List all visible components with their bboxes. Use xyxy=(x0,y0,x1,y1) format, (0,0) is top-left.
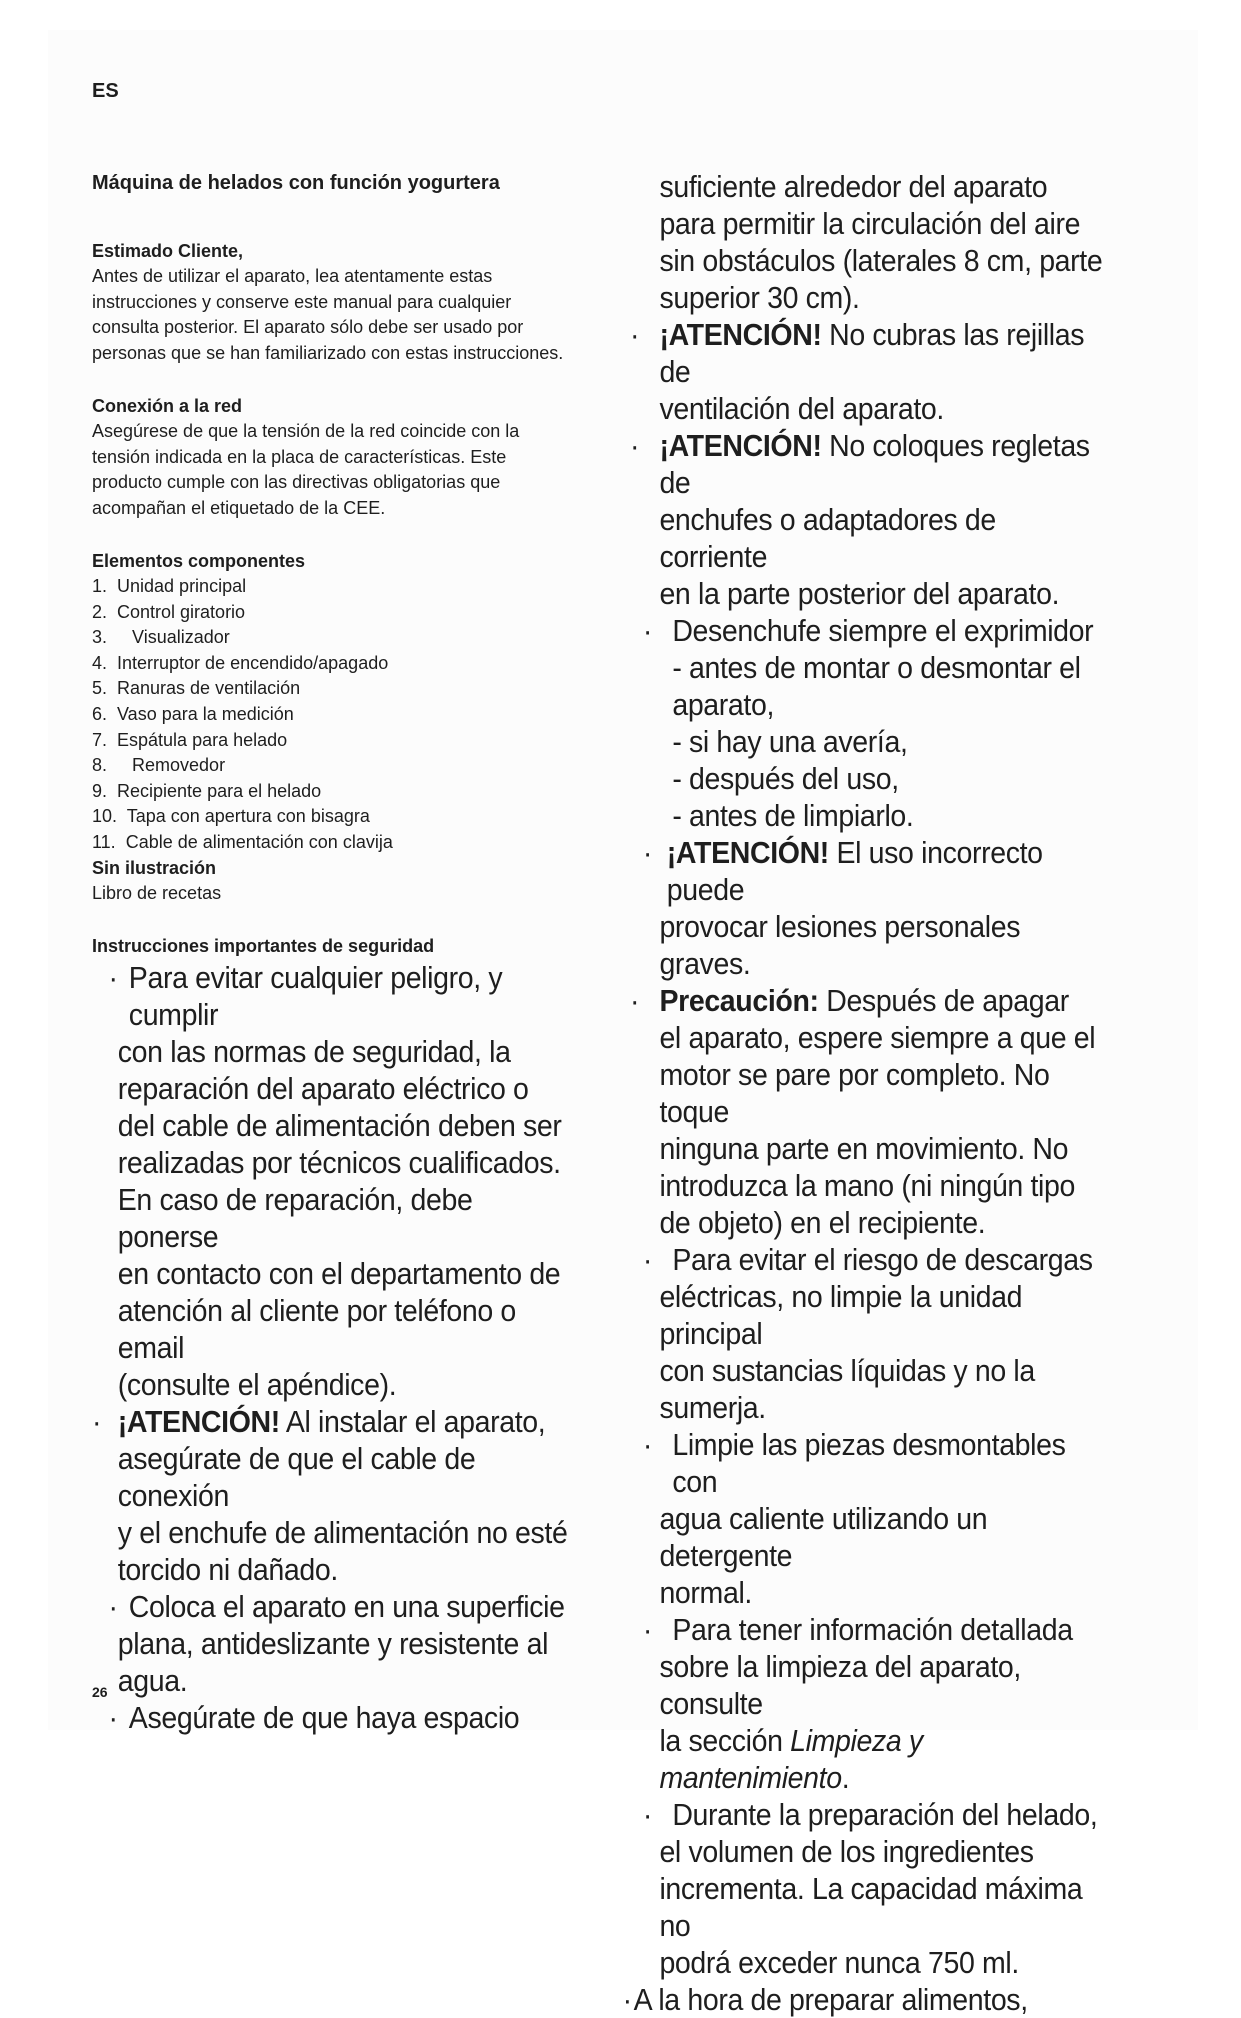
attention-label: ¡ATENCIÓN! xyxy=(659,317,822,352)
list-item: 2. Control giratorio xyxy=(92,601,246,622)
language-code: ES xyxy=(92,80,119,102)
bullet-icon: · xyxy=(642,1797,653,1832)
bullet-icon: · xyxy=(642,835,653,870)
list-item: 6. Vaso para la medición xyxy=(92,703,294,724)
components-heading: Elementos componentes xyxy=(92,551,306,571)
section-reference: Limpieza y mantenimiento xyxy=(659,1723,923,1795)
bullet-icon: · xyxy=(642,1427,653,1462)
attention-label: ¡ATENCIÓN! xyxy=(666,835,829,870)
intro-heading: Estimado Cliente, xyxy=(92,241,244,261)
bullet-icon: · xyxy=(642,613,653,648)
safety-item-volume: · Durante la preparación del helado, el volumen de los ingredientes incrementa. La capacidad máxima no podrá exceder nunca 750 ml. xyxy=(642,1797,1098,1980)
bullet-icon: · xyxy=(630,428,640,463)
safety-item-cleaning-info: · Para tener información detallada sobre la limpieza del aparato, consulte la sección Limpieza y mantenimiento. xyxy=(642,1612,1073,1795)
recipe-book-item: Libro de recetas xyxy=(92,882,222,903)
safety-heading: Instrucciones importantes de seguridad xyxy=(92,936,435,957)
list-item: 9. Recipiente para el helado xyxy=(92,780,322,801)
bullet-icon: · xyxy=(642,1612,653,1647)
list-item: 4. Interruptor de encendido/apagado xyxy=(92,652,389,673)
connection-heading: Conexión a la red xyxy=(92,396,243,416)
safety-item-repair: · Para evitar cualquier peligro, y cumplir con las normas de seguridad, la reparación del aparato eléctrico o del cable de alimentación deben ser realizadas por técnicos cualificados. En caso de reparación, debe ponerse en contacto con el departamento de atención al cliente por teléfono o email (consulte el apéndice). xyxy=(108,960,562,1403)
no-illustration-heading: Sin ilustración xyxy=(92,857,217,878)
list-item: 8. Removedor xyxy=(92,755,226,776)
safety-item-space: · Asegúrate de que haya espacio xyxy=(108,1700,520,1736)
bullet-icon: · xyxy=(108,1589,118,1625)
attention-label: ¡ATENCIÓN! xyxy=(659,428,822,463)
left-column xyxy=(92,172,612,1736)
bullet-icon: · xyxy=(630,317,640,352)
list-item: 10. Tapa con apertura con bisagra xyxy=(92,806,370,827)
safety-item-power-strips: · ¡ATENCIÓN! No coloques regletas de enchufes o adaptadores de corriente en la parte posterior del aparato. xyxy=(630,428,1090,611)
safety-item-surface: · Coloca el aparato en una superficie plana, antideslizante y resistente al agua. xyxy=(108,1589,565,1699)
bullet-icon: · xyxy=(630,983,640,1018)
attention-label: ¡ATENCIÓN! xyxy=(117,1404,280,1440)
safety-item-shock: · Para evitar el riesgo de descargas eléctricas, no limpie la unidad principal con sustancias líquidas y no la sumerja. xyxy=(642,1242,1093,1425)
safety-item-clean-parts: · Limpie las piezas desmontables con agua caliente utilizando un detergente normal. xyxy=(642,1427,1066,1610)
intro-text: Antes de utilizar el aparato, lea atentamente estas instrucciones y conserve este manual para cualquier consulta posterior. El aparato sólo debe ser usado por personas que se han familiarizado con estas instrucciones. xyxy=(92,266,564,363)
list-item: 11. Cable de alimentación con clavija xyxy=(92,831,393,852)
bullet-icon: · xyxy=(622,1982,632,2017)
connection-text: Asegúrese de que la tensión de la red coincide con la tensión indicada en la placa de características. Este producto cumple con las directivas obligatorias que acompañan el etiquetado de la CEE. xyxy=(92,421,520,518)
list-item: 7. Espátula para helado xyxy=(92,729,288,750)
safety-item-food-prep: · A la hora de preparar alimentos, xyxy=(622,1982,1028,2017)
document-title: Máquina de helados con función yogurtera xyxy=(92,172,500,194)
bullet-icon: · xyxy=(108,1700,118,1736)
safety-list-left xyxy=(92,959,570,1736)
safety-item-caution: · Precaución: Después de apagar el aparato, espere siempre a que el motor se pare por completo. No toque ninguna parte en movimiento. No introduzca la mano (ni ningún tipo de objeto) en el recipiente. xyxy=(630,983,1096,1240)
page-number: 26 xyxy=(92,1684,108,1700)
safety-item-misuse: · ¡ATENCIÓN! El uso incorrecto puede provocar lesiones personales graves. xyxy=(642,835,1043,981)
bullet-icon: · xyxy=(92,1404,102,1440)
safety-item-install: · ¡ATENCIÓN! Al instalar el aparato, asegúrate de que el cable de conexión y el enchufe de alimentación no esté torcido ni dañado. xyxy=(92,1404,568,1588)
bullet-icon: · xyxy=(642,1242,653,1277)
list-item: 3. Visualizador xyxy=(92,627,230,648)
components-list xyxy=(92,574,612,856)
safety-item-unplug: · Desenchufe siempre el exprimidor - antes de montar o desmontar el aparato, - si hay una avería, - después del uso, - antes de limpiarlo. xyxy=(642,613,1094,833)
caution-label: Precaución: xyxy=(659,983,819,1018)
list-item: 1. Unidad principal xyxy=(92,576,247,596)
safety-item-space-cont: suficiente alrededor del aparato para permitir la circulación del aire sin obstáculos (laterales 8 cm, parte superior 30 cm). xyxy=(659,169,1103,315)
safety-item-ventilation: · ¡ATENCIÓN! No cubras las rejillas de ventilación del aparato. xyxy=(630,317,1085,426)
bullet-icon: · xyxy=(108,960,118,996)
list-item: 5. Ranuras de ventilación xyxy=(92,678,301,699)
right-column xyxy=(622,168,1108,2018)
